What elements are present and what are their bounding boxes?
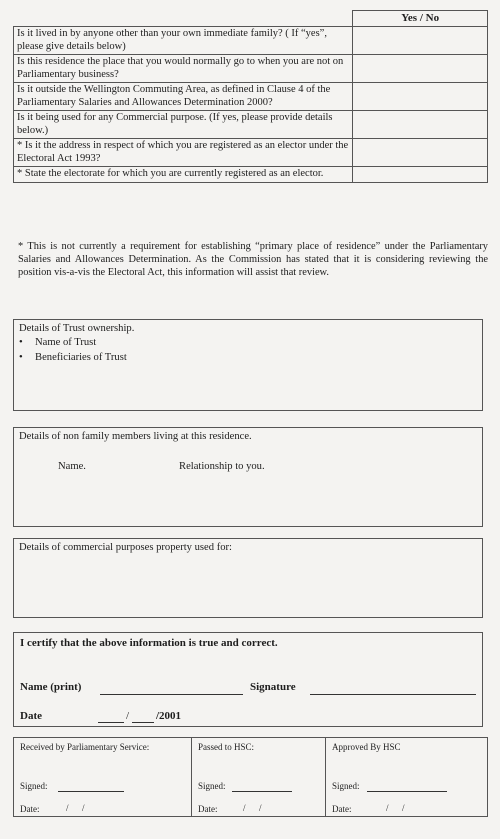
- answer-cell[interactable]: [353, 83, 488, 111]
- trust-item-label: Name of Trust: [35, 337, 97, 348]
- commercial-title: Details of commercial purposes property used for:: [19, 542, 232, 553]
- approved-signed-field[interactable]: [367, 791, 447, 792]
- approved-date-label: Date:: [332, 804, 352, 814]
- question-row: [14, 27, 488, 55]
- certification-box: [13, 632, 483, 727]
- passed-signed-label: Signed:: [198, 781, 226, 791]
- trust-details-title: Details of Trust ownership.: [19, 323, 135, 334]
- approved-date-slashes: / /: [386, 803, 405, 813]
- passed-signed-field[interactable]: [232, 791, 292, 792]
- commercial-box[interactable]: [13, 538, 483, 618]
- question-text: Is it being used for any Commercial purpose. (If yes, please provide details below.): [14, 111, 353, 139]
- office-use-box: [13, 737, 488, 817]
- question-row: [14, 139, 488, 167]
- question-row: [14, 55, 488, 83]
- answer-cell[interactable]: [353, 111, 488, 139]
- name-column-label: Name.: [58, 461, 86, 472]
- non-family-title: Details of non family members living at this residence.: [19, 431, 252, 442]
- date-label: Date: [20, 710, 42, 722]
- question-text: * State the electorate for which you are currently registered as an elector.: [14, 167, 353, 183]
- question-text: Is it lived in by anyone other than your own immediate family? ( If “yes”, please give details below): [14, 27, 353, 55]
- passed-date-slashes: / /: [243, 803, 262, 813]
- trust-item: [19, 352, 127, 363]
- received-date-label: Date:: [20, 804, 40, 814]
- received-date-slashes: / /: [66, 803, 85, 813]
- trust-details-box[interactable]: [13, 319, 483, 411]
- approved-title: Approved By HSC: [332, 742, 401, 752]
- signature-label: Signature: [250, 681, 296, 693]
- passed-date-label: Date:: [198, 804, 218, 814]
- trust-item-label: Beneficiaries of Trust: [35, 352, 127, 363]
- signature-field[interactable]: [310, 694, 476, 695]
- question-text: Is this residence the place that you would normally go to when you are not on Parliamentary business?: [14, 55, 353, 83]
- bullet-icon: •: [19, 352, 23, 363]
- column-divider: [191, 738, 192, 817]
- certify-statement: I certify that the above information is true and correct.: [20, 637, 278, 649]
- trust-item: [19, 337, 96, 348]
- question-row: [14, 111, 488, 139]
- question-column-header: [14, 11, 353, 27]
- passed-title: Passed to HSC:: [198, 742, 255, 752]
- answer-cell[interactable]: [353, 139, 488, 167]
- received-signed-label: Signed:: [20, 781, 48, 791]
- date-year: /2001: [156, 710, 182, 722]
- question-text: * Is it the address in respect of which you are registered as an elector under the Electoral Act 1993?: [14, 139, 353, 167]
- received-title: Received by Parliamentary Service:: [20, 742, 150, 752]
- answer-cell[interactable]: [353, 167, 488, 183]
- received-signed-field[interactable]: [58, 791, 124, 792]
- questions-header-row: [14, 11, 488, 27]
- footnote: * This is not currently a requirement for establishing “primary place of residence” under the Parliamentary Salaries and Allowances Determination. As the Commission has stated that it is considering reviewing the position vis-a-vis the Electoral Act, this information will assist that review.: [18, 241, 488, 278]
- bullet-icon: •: [19, 337, 23, 348]
- question-row: [14, 83, 488, 111]
- date-slash: /: [126, 710, 130, 722]
- name-print-label: Name (print): [20, 681, 82, 693]
- non-family-box[interactable]: [13, 427, 483, 527]
- question-text: Is it outside the Wellington Commuting Area, as defined in Clause 4 of the Parliamentary Salaries and Allowances Determination 2000?: [14, 83, 353, 111]
- date-month-field[interactable]: [132, 722, 154, 723]
- yes-no-header: Yes / No: [353, 11, 488, 27]
- question-row: [14, 167, 488, 183]
- answer-cell[interactable]: [353, 55, 488, 83]
- approved-signed-label: Signed:: [332, 781, 360, 791]
- column-divider: [325, 738, 326, 817]
- date-day-field[interactable]: [98, 722, 124, 723]
- questions-table: [13, 10, 488, 183]
- relationship-column-label: Relationship to you.: [179, 461, 265, 472]
- name-print-field[interactable]: [100, 694, 243, 695]
- answer-cell[interactable]: [353, 27, 488, 55]
